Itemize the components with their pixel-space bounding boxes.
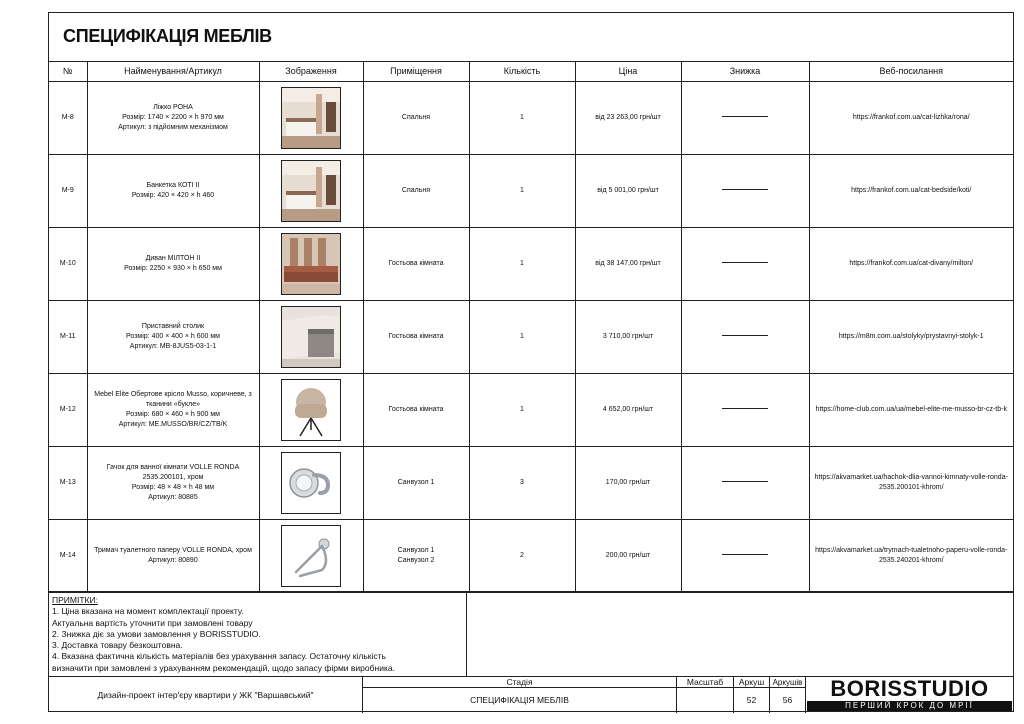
cell-name — [87, 227, 259, 300]
cell-price: 4 652,00 грн/шт — [575, 373, 681, 446]
scale-value — [677, 688, 734, 713]
header-name: Найменування/Артикул — [87, 62, 259, 81]
cell-num: М-8 — [49, 81, 87, 154]
table-row — [49, 519, 1013, 592]
cell-num: М-13 — [49, 446, 87, 519]
cell-room — [363, 154, 469, 227]
notes-heading: ПРИМІТКИ: — [52, 595, 98, 605]
header-room: Приміщення — [363, 62, 469, 81]
cell-price: 3 710,00 грн/шт — [575, 300, 681, 373]
discount-dash — [722, 116, 768, 117]
cell-image — [259, 154, 363, 227]
sheets-value: 56 — [770, 688, 806, 713]
notes-line: 4. Вказана фактична кількість матеріалів без урахування запасу. Остаточну кількість — [52, 651, 386, 662]
cell-discount — [681, 300, 809, 373]
table-row — [49, 373, 1013, 446]
header-link: Веб-посилання — [809, 62, 1013, 81]
cell-qty: 1 — [469, 81, 575, 154]
cell-link[interactable]: https://frankof.com.ua/cat-bedside/koti/ — [809, 154, 1013, 227]
item-name-line: Артикул: MB-8JUS5-03-1-1 — [129, 342, 217, 350]
cell-qty: 1 — [469, 154, 575, 227]
item-name-line: 2535.200101, хром — [142, 473, 204, 481]
cell-num: М-11 — [49, 300, 87, 373]
cell-link[interactable]: https://akvamarket.ua/trymach-tualetnoho-paperu-volle-ronda-2535.240201-khrom/ — [809, 519, 1013, 592]
item-name-line: Розмір: 400 × 400 × h 600 мм — [126, 332, 220, 340]
cell-room — [363, 300, 469, 373]
project-name: Дизайн-проект інтер'єру квартири у ЖК "Варшавський" — [49, 677, 363, 713]
cell-qty: 1 — [469, 227, 575, 300]
living-room-photo-icon — [281, 233, 341, 295]
item-name-line: тканини «букле» — [145, 400, 201, 408]
room-line: Санвузол 1 — [397, 546, 435, 554]
item-name-line: Ліжко РОНА — [153, 103, 193, 111]
notes-line: 1. Ціна вказана на момент комплектації проекту. — [52, 606, 244, 617]
armchair-photo-icon — [281, 379, 341, 441]
cell-name — [87, 300, 259, 373]
table-row — [49, 446, 1013, 519]
cell-link[interactable]: https://frankof.com.ua/cat-divany/milton/ — [809, 227, 1013, 300]
cell-discount — [681, 446, 809, 519]
cell-link[interactable]: https://m8m.com.ua/stolyky/prystavnyi-stolyk-1 — [809, 300, 1013, 373]
stage-value: СПЕЦИФІКАЦІЯ МЕБЛІВ — [363, 688, 677, 713]
bedroom-photo-icon — [281, 87, 341, 149]
item-name-line: Приставний столик — [141, 322, 205, 330]
item-name-line: Гачок для ванної кімнати VOLLE RONDA — [106, 463, 240, 471]
item-name-line: Розмір: 420 × 420 × h 460 — [131, 191, 215, 199]
cell-discount — [681, 154, 809, 227]
room-line: Гостьова кімната — [388, 259, 444, 267]
table-row — [49, 300, 1013, 373]
item-name-line: Артикул: 80890 — [148, 556, 198, 564]
notes-section — [49, 591, 1013, 676]
cell-name — [87, 373, 259, 446]
page-title: СПЕЦИФІКАЦІЯ МЕБЛІВ — [63, 26, 272, 46]
cell-num: М-12 — [49, 373, 87, 446]
room-line: Санвузол 2 — [397, 556, 435, 564]
discount-dash — [722, 554, 768, 555]
paper-holder-photo-icon — [281, 525, 341, 587]
cell-name — [87, 81, 259, 154]
cell-room — [363, 519, 469, 592]
cell-price: від 23 263,00 грн/шт — [575, 81, 681, 154]
item-name-line: Артикул: 80885 — [148, 493, 198, 501]
cell-image — [259, 227, 363, 300]
discount-dash — [722, 262, 768, 263]
cell-num: М-10 — [49, 227, 87, 300]
item-name-line: Розмір: 48 × 48 × h 48 мм — [131, 483, 215, 491]
notes-line: Актуальна вартість уточнити при замовлені товару — [52, 617, 253, 628]
header-price: Ціна — [575, 62, 681, 81]
cell-price: від 5 001,00 грн/шт — [575, 154, 681, 227]
cell-room — [363, 81, 469, 154]
cell-link[interactable]: https://home-club.com.ua/ua/mebel-elite-me-musso-br-cz-tb-k — [809, 373, 1013, 446]
item-name-line: Диван МІЛТОН ІІ — [145, 254, 201, 262]
room-line: Гостьова кімната — [388, 405, 444, 413]
table-row — [49, 154, 1013, 227]
discount-dash — [722, 189, 768, 190]
title-stamp — [49, 676, 1013, 712]
cell-room — [363, 373, 469, 446]
logo-slogan: ПЕРШИЙ КРОК ДО МРІЇ — [807, 701, 1012, 711]
discount-dash — [722, 408, 768, 409]
discount-dash — [722, 481, 768, 482]
header-num: № — [49, 62, 87, 81]
notes-line: 2. Знижка діє за умови замовлення у BORISSTUDIO. — [52, 628, 261, 639]
room-line: Санвузол 1 — [397, 478, 435, 486]
cell-image — [259, 373, 363, 446]
notes-line: визначити при замовлені з урахуванням рекомендацій, щодо запасу фірми виробника. — [52, 662, 395, 673]
title-block — [49, 13, 1013, 62]
cell-room — [363, 227, 469, 300]
cell-name — [87, 519, 259, 592]
discount-dash — [722, 335, 768, 336]
cell-price: 170,00 грн/шт — [575, 446, 681, 519]
cell-qty: 3 — [469, 446, 575, 519]
room-line: Гостьова кімната — [388, 332, 444, 340]
logo-name: BORISSTUDIO — [830, 676, 989, 701]
header-discount: Знижка — [681, 62, 809, 81]
cell-name — [87, 446, 259, 519]
table-header-row — [49, 62, 1013, 81]
item-name-line: Розмір: 2250 × 930 × h 650 мм — [124, 264, 222, 272]
item-name-line: Розмір: 680 × 460 × h 900 мм — [126, 410, 220, 418]
cell-discount — [681, 373, 809, 446]
stage-label: Стадія — [363, 677, 677, 688]
item-name-line: Тримач туалетного паперу VOLLE RONDA, хром — [94, 546, 252, 554]
cell-qty: 1 — [469, 300, 575, 373]
cell-image — [259, 519, 363, 592]
sheet-label: Аркуш — [734, 677, 770, 688]
table-row — [49, 227, 1013, 300]
item-name-line: Банкетка КОТІ ІІ — [146, 181, 200, 189]
item-name-line: Артикул: ME.MUSSO/BR/CZ/TB/K — [118, 420, 228, 428]
notes-box — [49, 592, 467, 677]
side-table-photo-icon — [281, 306, 341, 368]
cell-price: від 38 147,00 грн/шт — [575, 227, 681, 300]
company-logo — [807, 678, 1012, 711]
table-row — [49, 81, 1013, 154]
header-image: Зображення — [259, 62, 363, 81]
sheets-label: Аркушів — [770, 677, 806, 688]
cell-discount — [681, 81, 809, 154]
notes-line: 3. Доставка товару безкоштовна. — [52, 640, 183, 651]
spec-sheet — [48, 12, 1014, 712]
cell-image — [259, 446, 363, 519]
cell-name — [87, 154, 259, 227]
cell-image — [259, 81, 363, 154]
cell-image — [259, 300, 363, 373]
item-name-line: Артикул: з підйомним механізмом — [118, 123, 228, 131]
item-name-line: Mebel Elite Обертове крісло Musso, коричневе, з — [94, 390, 252, 398]
hook-photo-icon — [281, 452, 341, 514]
cell-qty: 2 — [469, 519, 575, 592]
cell-link[interactable]: https://akvamarket.ua/hachok-dlia-vannoi-kimnaty-volle-ronda-2535.200101-khrom/ — [809, 446, 1013, 519]
cell-discount — [681, 227, 809, 300]
cell-link[interactable]: https://frankof.com.ua/cat-lizhka/rona/ — [809, 81, 1013, 154]
cell-price: 200,00 грн/шт — [575, 519, 681, 592]
spec-table — [49, 62, 1013, 593]
bedroom-photo-icon — [281, 160, 341, 222]
cell-num: М-14 — [49, 519, 87, 592]
scale-label: Масштаб — [677, 677, 734, 688]
room-line: Спальня — [401, 113, 431, 121]
header-qty: Кількість — [469, 62, 575, 81]
cell-room — [363, 446, 469, 519]
sheet-value: 52 — [734, 688, 770, 713]
cell-discount — [681, 519, 809, 592]
cell-qty: 1 — [469, 373, 575, 446]
cell-num: М-9 — [49, 154, 87, 227]
item-name-line: Розмір: 1740 × 2200 × h 970 мм — [122, 113, 224, 121]
room-line: Спальня — [401, 186, 431, 194]
